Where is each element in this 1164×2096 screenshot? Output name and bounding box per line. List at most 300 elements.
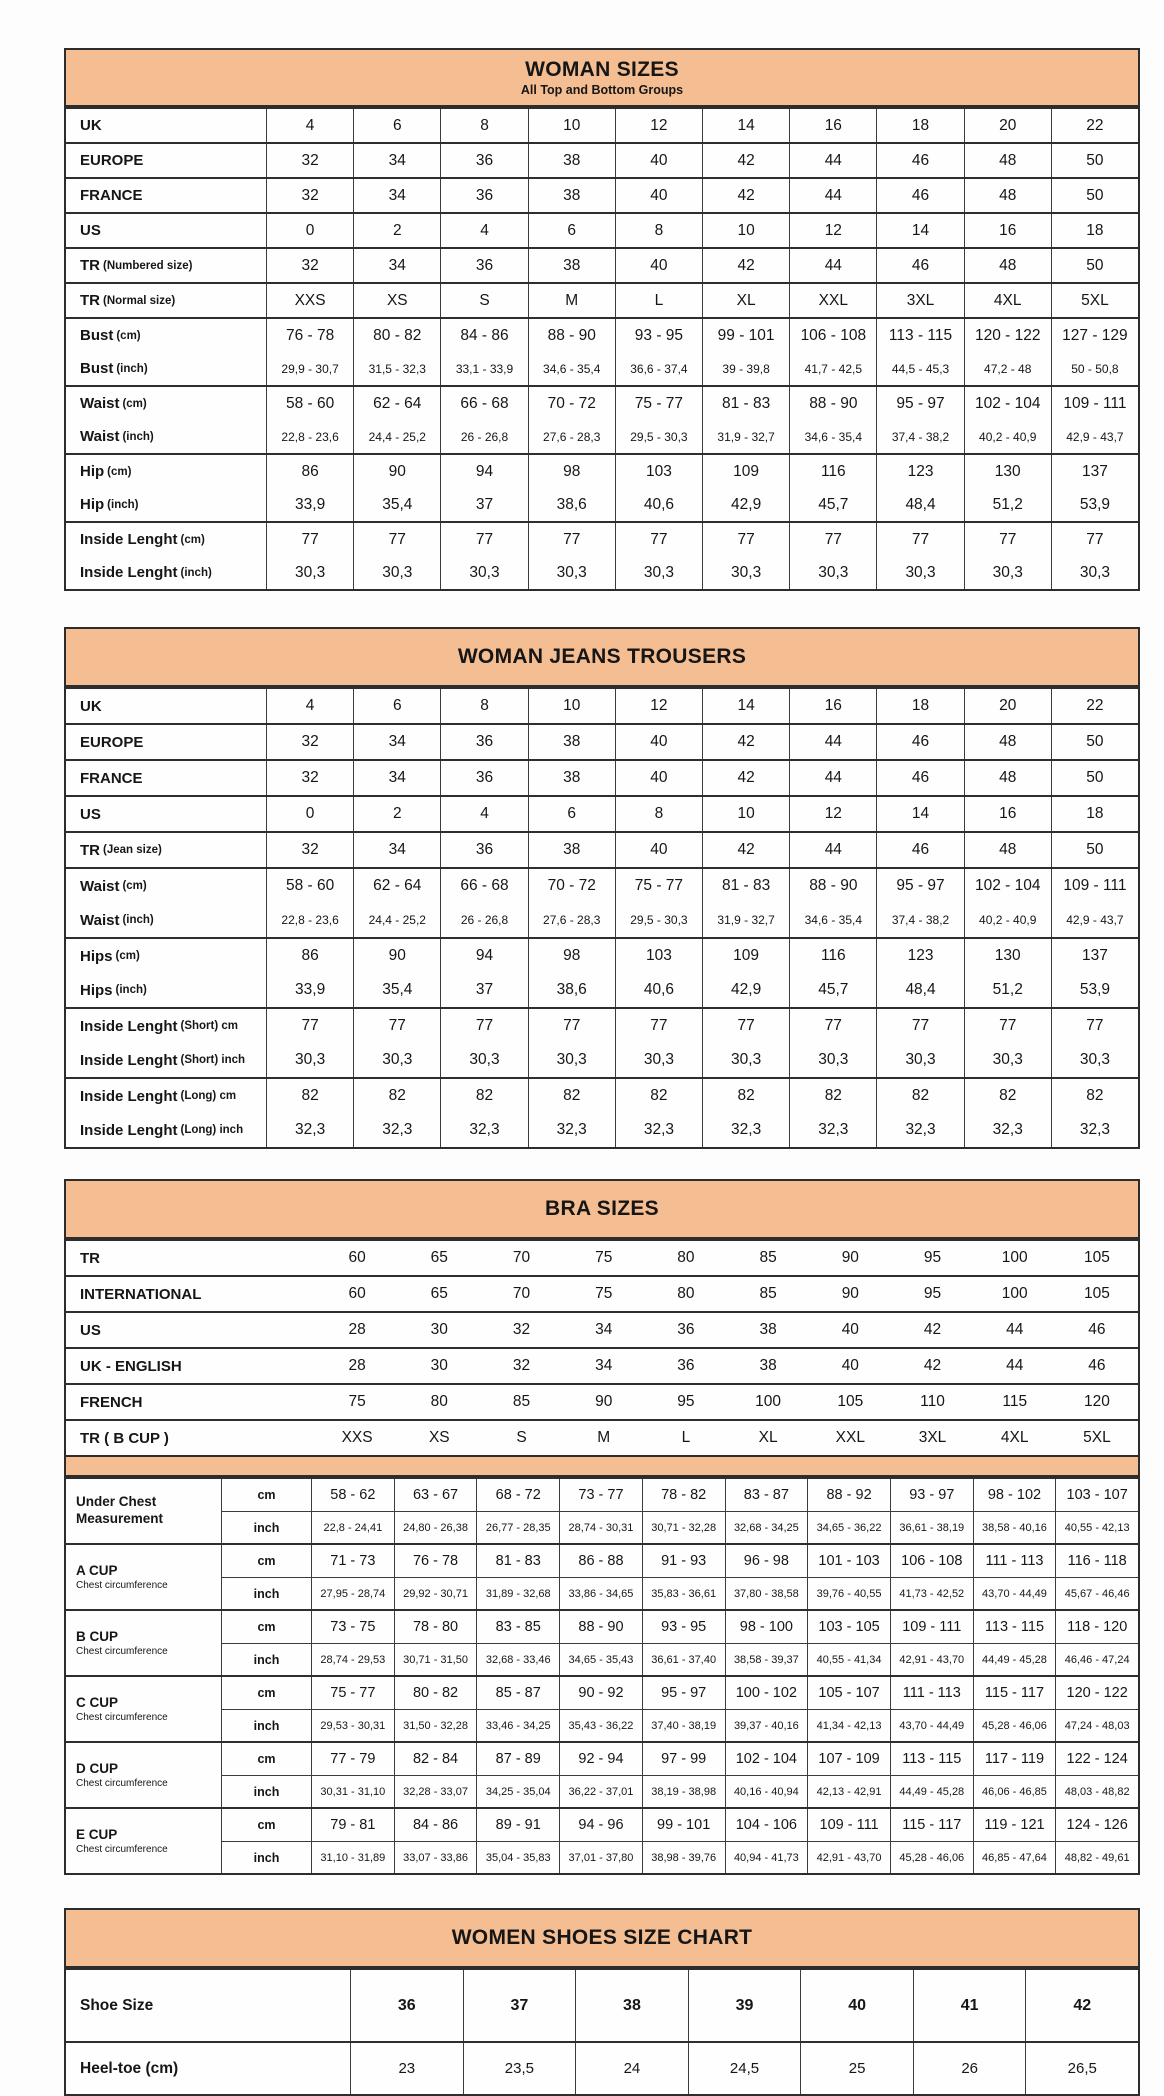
cup-group — [66, 1477, 1138, 1543]
row-label-main: Inside Lenght — [80, 1051, 178, 1069]
size-cell: 45,28 - 46,06 — [890, 1842, 973, 1873]
size-cell: 75 - 77 — [311, 1677, 394, 1709]
size-cell: 95 - 97 — [876, 869, 963, 903]
size-cell: 50 — [1051, 179, 1138, 212]
size-cell: XXS — [266, 284, 353, 317]
table-row — [66, 1275, 1138, 1311]
size-cell: 37 — [440, 488, 527, 521]
row-label: US — [80, 1321, 101, 1339]
unit-label: inch — [221, 1578, 311, 1609]
size-cell: 27,95 - 28,74 — [311, 1578, 394, 1609]
size-cell: 47,24 - 48,03 — [1055, 1710, 1138, 1741]
size-cell: 33,07 - 33,86 — [394, 1842, 477, 1873]
size-cell: 99 - 101 — [642, 1809, 725, 1841]
size-cell: 41,73 - 42,52 — [890, 1578, 973, 1609]
size-cell: 34 — [595, 1321, 613, 1338]
size-cell: 50 — [1051, 761, 1138, 795]
size-cell: 30,3 — [964, 1043, 1051, 1077]
table-row — [66, 179, 1138, 212]
size-cell: 78 - 82 — [642, 1479, 725, 1511]
size-cell: 102 - 104 — [725, 1743, 808, 1775]
row-label-unit: (inch) — [180, 566, 212, 579]
size-cell: 31,5 - 32,3 — [353, 352, 440, 385]
size-cell: 42,9 - 43,7 — [1051, 420, 1138, 453]
size-cell: 30,71 - 31,50 — [394, 1644, 477, 1675]
size-cell: 5XL — [1083, 1429, 1111, 1446]
size-cell: 113 - 115 — [876, 319, 963, 352]
size-cell: 32,3 — [615, 1113, 702, 1147]
size-cell: 32,3 — [528, 1113, 615, 1147]
size-cell: 4 — [440, 214, 527, 247]
table-row — [66, 556, 1138, 589]
size-cell: 50 — [1051, 249, 1138, 282]
row-label: US — [80, 805, 101, 823]
size-cell: 32,3 — [964, 1113, 1051, 1147]
size-cell: 32,3 — [789, 1113, 876, 1147]
size-cell: 102 - 104 — [964, 869, 1051, 903]
size-cell: 35,43 - 36,22 — [559, 1710, 642, 1741]
size-cell: 32,68 - 34,25 — [725, 1512, 808, 1543]
size-cell: 90 — [841, 1249, 859, 1266]
unit-label: cm — [221, 1479, 311, 1511]
table-row — [66, 1043, 1138, 1077]
size-cell: 4XL — [1000, 1429, 1029, 1446]
size-cell: 51,2 — [964, 488, 1051, 521]
size-cell: 77 — [615, 523, 702, 556]
size-cell: 42,9 - 43,7 — [1051, 903, 1138, 937]
size-cell: 40,2 - 40,9 — [964, 420, 1051, 453]
size-cell: 30,3 — [615, 1043, 702, 1077]
size-cell: 16 — [964, 797, 1051, 831]
cup-label — [66, 1479, 221, 1543]
size-cell: 70 - 72 — [528, 869, 615, 903]
size-cell: 30,3 — [876, 556, 963, 589]
size-cell: 24 — [575, 2043, 688, 2094]
size-cell: 93 - 95 — [615, 319, 702, 352]
row-label — [66, 556, 266, 589]
size-cell: 38 — [575, 1970, 688, 2041]
size-cell: 18 — [1051, 797, 1138, 831]
size-cell: 99 - 101 — [702, 319, 789, 352]
size-block — [66, 453, 1138, 521]
size-cell: 42,13 - 42,91 — [807, 1776, 890, 1807]
size-cell: 48 — [964, 725, 1051, 759]
size-cell: 6 — [353, 109, 440, 142]
size-cell: 26 - 26,8 — [440, 420, 527, 453]
table-row — [221, 1511, 1138, 1543]
size-cell: 6 — [528, 214, 615, 247]
size-cell: 14 — [702, 689, 789, 723]
row-label: Heel-toe (cm) — [80, 2059, 179, 2077]
size-cell: 37,40 - 38,19 — [642, 1710, 725, 1741]
size-cell: 34 — [353, 144, 440, 177]
size-block — [66, 385, 1138, 453]
size-cell: 137 — [1051, 939, 1138, 973]
size-cell: 32 — [266, 725, 353, 759]
size-cell: 98 - 100 — [725, 1611, 808, 1643]
size-cell: 42 — [702, 249, 789, 282]
size-cell: 86 — [266, 939, 353, 973]
size-cell: 36 — [440, 725, 527, 759]
size-cell: 30,3 — [702, 556, 789, 589]
size-cell: 2 — [353, 797, 440, 831]
size-cell: 22 — [1051, 109, 1138, 142]
row-label — [66, 1043, 266, 1077]
size-cell: 88 - 92 — [807, 1479, 890, 1511]
size-cell: 82 — [440, 1079, 527, 1113]
row-label-unit: (cm) — [116, 329, 141, 342]
size-cell: 76 - 78 — [266, 319, 353, 352]
size-cell: 46 — [876, 761, 963, 795]
size-cell: 30,3 — [440, 556, 527, 589]
size-block — [66, 317, 1138, 385]
size-cell: 42 — [923, 1321, 942, 1338]
row-label — [66, 488, 266, 521]
size-cell: 5XL — [1051, 284, 1138, 317]
size-cell: 10 — [528, 109, 615, 142]
size-cell: 16 — [789, 689, 876, 723]
size-cell: 115 - 117 — [890, 1809, 973, 1841]
size-block — [66, 142, 1138, 177]
size-cell: 28,74 - 30,31 — [559, 1512, 642, 1543]
table-row — [66, 523, 1138, 556]
table-row — [66, 939, 1138, 973]
size-cell: 30,3 — [615, 556, 702, 589]
size-cell: 10 — [528, 689, 615, 723]
bra-header — [66, 1181, 1138, 1239]
size-cell: 8 — [615, 797, 702, 831]
size-cell: 27,6 - 28,3 — [528, 420, 615, 453]
row-label-main: Hip — [80, 463, 105, 480]
size-cell: 26,5 — [1025, 2043, 1138, 2094]
size-cell: 30,3 — [876, 1043, 963, 1077]
size-cell: 22,8 - 24,41 — [311, 1512, 394, 1543]
size-cell: 32,3 — [1051, 1113, 1138, 1147]
cup-group — [66, 1807, 1138, 1873]
size-cell: 58 - 60 — [266, 869, 353, 903]
size-cell: 47,2 - 48 — [964, 352, 1051, 385]
row-label — [66, 387, 266, 420]
size-cell: 95 — [923, 1285, 942, 1302]
row-label-unit: (inch) — [115, 984, 147, 996]
size-cell: 120 - 122 — [964, 319, 1051, 352]
size-cell: 29,53 - 30,31 — [311, 1710, 394, 1741]
size-cell: 44 — [789, 761, 876, 795]
size-cell: 40 — [841, 1321, 859, 1338]
row-label-main: Inside Lenght — [80, 1017, 178, 1035]
size-cell: 38 — [528, 833, 615, 867]
table-row — [66, 488, 1138, 521]
size-cell: 32 — [266, 761, 353, 795]
size-cell: 81 - 83 — [476, 1545, 559, 1577]
size-cell: 24,5 — [688, 2043, 801, 2094]
size-cell: 10 — [702, 214, 789, 247]
size-cell: 36,61 - 37,40 — [642, 1644, 725, 1675]
row-label-main: Inside Lenght — [80, 531, 178, 548]
size-cell: 36,6 - 37,4 — [615, 352, 702, 385]
size-cell: 38 — [528, 761, 615, 795]
row-label-unit: (cm) — [180, 533, 205, 546]
row-label — [66, 1079, 266, 1113]
size-cell: 90 - 92 — [559, 1677, 642, 1709]
table-row — [66, 797, 1138, 831]
size-cell: 30,3 — [789, 556, 876, 589]
cup-sublabel: Chest circumference — [76, 1844, 168, 1856]
size-cell: 29,5 - 30,3 — [615, 420, 702, 453]
size-cell: 42 — [923, 1357, 942, 1374]
size-cell: 30,71 - 32,28 — [642, 1512, 725, 1543]
size-cell: 68 - 72 — [476, 1479, 559, 1511]
table-row — [221, 1545, 1138, 1577]
size-cell: 66 - 68 — [440, 387, 527, 420]
size-cell: 30 — [430, 1357, 448, 1374]
cup-sublabel: Chest circumference — [76, 1712, 168, 1724]
size-cell: 123 — [876, 939, 963, 973]
cup-group — [66, 1741, 1138, 1807]
table-row — [221, 1775, 1138, 1807]
size-cell: 106 - 108 — [789, 319, 876, 352]
size-cell: 48 — [964, 833, 1051, 867]
size-cell: 44 — [789, 725, 876, 759]
size-cell: 106 - 108 — [890, 1545, 973, 1577]
size-cell: 80 — [677, 1249, 695, 1266]
size-cell: 40 — [615, 144, 702, 177]
size-cell: 75 — [595, 1249, 613, 1266]
table-row — [66, 319, 1138, 352]
table-row — [221, 1611, 1138, 1643]
size-cell: 93 - 95 — [642, 1611, 725, 1643]
size-cell: 32 — [512, 1321, 531, 1338]
size-cell: 2 — [353, 214, 440, 247]
size-cell: 40 — [841, 1357, 859, 1374]
size-cell: 36,61 - 38,19 — [890, 1512, 973, 1543]
size-cell: 120 - 122 — [1055, 1677, 1138, 1709]
size-cell: 30,3 — [528, 556, 615, 589]
size-cell: 109 - 111 — [807, 1809, 890, 1841]
size-cell: 40,16 - 40,94 — [725, 1776, 808, 1807]
size-cell: 18 — [1051, 214, 1138, 247]
size-cell: 75 — [348, 1393, 366, 1410]
cup-group — [66, 1609, 1138, 1675]
table-row — [221, 1479, 1138, 1511]
size-cell: 38 — [528, 725, 615, 759]
size-cell: 111 - 113 — [973, 1545, 1056, 1577]
size-cell: 60 — [348, 1249, 366, 1266]
size-cell: 82 — [964, 1079, 1051, 1113]
unit-label: inch — [221, 1512, 311, 1543]
table-row — [66, 144, 1138, 177]
size-cell: 82 — [702, 1079, 789, 1113]
size-cell: 37,80 - 38,58 — [725, 1578, 808, 1609]
size-cell: 46,46 - 47,24 — [1055, 1644, 1138, 1675]
size-cell: 38 — [759, 1321, 777, 1338]
size-cell: 95 - 97 — [642, 1677, 725, 1709]
size-cell: 39 — [688, 1970, 801, 2041]
size-cell: 100 — [1001, 1285, 1028, 1302]
row-label: FRANCE — [80, 187, 143, 204]
size-cell: 73 - 77 — [559, 1479, 642, 1511]
size-cell: 30,3 — [964, 556, 1051, 589]
row-label-main: Inside Lenght — [80, 564, 178, 581]
row-label-unit: (Normal size) — [103, 294, 176, 307]
size-cell: 26,77 - 28,35 — [476, 1512, 559, 1543]
size-block — [66, 723, 1138, 759]
bra-sizes-table — [64, 1179, 1140, 1875]
size-cell: 105 - 107 — [807, 1677, 890, 1709]
size-cell: 80 - 82 — [394, 1677, 477, 1709]
size-cell: 77 — [353, 523, 440, 556]
size-cell: 84 - 86 — [394, 1809, 477, 1841]
size-cell: 33,9 — [266, 488, 353, 521]
cup-group — [66, 1675, 1138, 1741]
size-cell: 53,9 — [1051, 973, 1138, 1007]
row-label — [66, 319, 266, 352]
size-cell: 48 — [964, 179, 1051, 212]
table-row — [66, 1419, 1138, 1455]
table-row — [66, 1079, 1138, 1113]
size-cell: 28 — [348, 1357, 366, 1374]
size-cell: 30,3 — [353, 1043, 440, 1077]
size-cell: 97 - 99 — [642, 1743, 725, 1775]
size-cell: 65 — [430, 1285, 448, 1302]
size-cell: 30,3 — [789, 1043, 876, 1077]
size-cell: 75 - 77 — [615, 869, 702, 903]
table-row — [66, 455, 1138, 488]
size-cell: 37 — [440, 973, 527, 1007]
size-cell: 30,3 — [440, 1043, 527, 1077]
table-title: BRA SIZES — [545, 1197, 659, 1220]
size-cell: 77 — [702, 523, 789, 556]
cup-rows — [221, 1743, 1138, 1807]
size-cell: 130 — [964, 455, 1051, 488]
size-cell: 38 — [528, 249, 615, 282]
cup-label — [66, 1677, 221, 1741]
size-cell: 82 — [528, 1079, 615, 1113]
row-label-unit: (inch) — [122, 914, 154, 926]
row-label-unit: (cm) — [122, 880, 147, 892]
size-cell: 12 — [789, 797, 876, 831]
table-row — [66, 1968, 1138, 2041]
table-row — [66, 1311, 1138, 1347]
size-cell: 31,9 - 32,7 — [702, 420, 789, 453]
size-cell: 4 — [440, 797, 527, 831]
size-cell: 77 — [964, 523, 1051, 556]
size-cell: 122 - 124 — [1055, 1743, 1138, 1775]
table-row — [66, 903, 1138, 937]
size-cell: 105 — [1083, 1285, 1110, 1302]
size-cell: 77 — [1051, 1009, 1138, 1043]
size-cell: 12 — [615, 689, 702, 723]
size-cell: 118 - 120 — [1055, 1611, 1138, 1643]
size-cell: 83 - 87 — [725, 1479, 808, 1511]
size-cell: 42,91 - 43,70 — [807, 1842, 890, 1873]
size-cell: 86 - 88 — [559, 1545, 642, 1577]
size-cell: 77 — [876, 1009, 963, 1043]
size-cell: 85 — [759, 1249, 777, 1266]
row-label — [66, 523, 266, 556]
row-label: Shoe Size — [80, 1996, 154, 2014]
size-cell: 102 - 104 — [964, 387, 1051, 420]
unit-label: inch — [221, 1644, 311, 1675]
size-cell: 38,6 — [528, 973, 615, 1007]
size-cell: XS — [428, 1429, 450, 1446]
size-cell: 29,9 - 30,7 — [266, 352, 353, 385]
size-cell: 45,67 - 46,46 — [1055, 1578, 1138, 1609]
size-cell: 6 — [528, 797, 615, 831]
size-cell: 36 — [677, 1321, 695, 1338]
size-cell: 38 — [528, 144, 615, 177]
table-row — [221, 1643, 1138, 1675]
woman-sizes-table — [64, 48, 1140, 591]
table-title: WOMEN SHOES SIZE CHART — [451, 1926, 753, 1949]
size-cell: 44,49 - 45,28 — [973, 1644, 1056, 1675]
unit-label: cm — [221, 1545, 311, 1577]
row-label — [66, 833, 266, 867]
size-cell: 44 — [789, 144, 876, 177]
size-block — [66, 521, 1138, 589]
size-cell: 34 — [353, 725, 440, 759]
size-block — [66, 177, 1138, 212]
size-cell: 103 - 105 — [807, 1611, 890, 1643]
size-cell: 48,4 — [876, 973, 963, 1007]
size-cell: 58 - 62 — [311, 1479, 394, 1511]
size-cell: 89 - 91 — [476, 1809, 559, 1841]
table-row — [66, 1239, 1138, 1275]
row-label-main: TR — [80, 841, 100, 859]
table-row — [66, 1383, 1138, 1419]
size-cell: L — [615, 284, 702, 317]
unit-label: cm — [221, 1677, 311, 1709]
row-label-main: Waist — [80, 428, 120, 445]
size-cell: 48 — [964, 144, 1051, 177]
table-row — [66, 284, 1138, 317]
row-label-main: Waist — [80, 395, 120, 412]
size-cell: 86 — [266, 455, 353, 488]
size-cell: 25 — [800, 2043, 913, 2094]
size-cell: 37,4 - 38,2 — [876, 903, 963, 937]
size-cell: 82 - 84 — [394, 1743, 477, 1775]
row-label-unit: (inch) — [116, 362, 148, 375]
size-cell: 40,94 - 41,73 — [725, 1842, 808, 1873]
size-cell: 39,76 - 40,55 — [807, 1578, 890, 1609]
row-label-unit: (Jean size) — [103, 844, 162, 856]
size-cell: 76 - 78 — [394, 1545, 477, 1577]
size-cell: 105 — [837, 1393, 864, 1410]
size-cell: 36 — [677, 1357, 695, 1374]
row-label: INTERNATIONAL — [80, 1285, 202, 1303]
size-cell: 35,83 - 36,61 — [642, 1578, 725, 1609]
table-row — [66, 973, 1138, 1007]
size-cell: 16 — [789, 109, 876, 142]
size-cell: 8 — [440, 689, 527, 723]
size-cell: 109 — [702, 455, 789, 488]
size-cell: 82 — [789, 1079, 876, 1113]
size-cell: 34 — [353, 249, 440, 282]
size-cell: 34,65 - 35,43 — [559, 1644, 642, 1675]
row-label-unit: (cm) — [122, 397, 147, 410]
cup-name: E CUP — [76, 1826, 118, 1842]
size-cell: 91 - 93 — [642, 1545, 725, 1577]
row-label: UK — [80, 697, 102, 715]
size-cell: 88 - 90 — [789, 387, 876, 420]
row-label: TR ( B CUP ) — [80, 1429, 169, 1447]
size-cell: 78 - 80 — [394, 1611, 477, 1643]
size-cell: 20 — [964, 109, 1051, 142]
size-cell: L — [681, 1429, 691, 1446]
size-cell: 33,86 - 34,65 — [559, 1578, 642, 1609]
size-cell: M — [528, 284, 615, 317]
size-cell: 30,3 — [266, 1043, 353, 1077]
